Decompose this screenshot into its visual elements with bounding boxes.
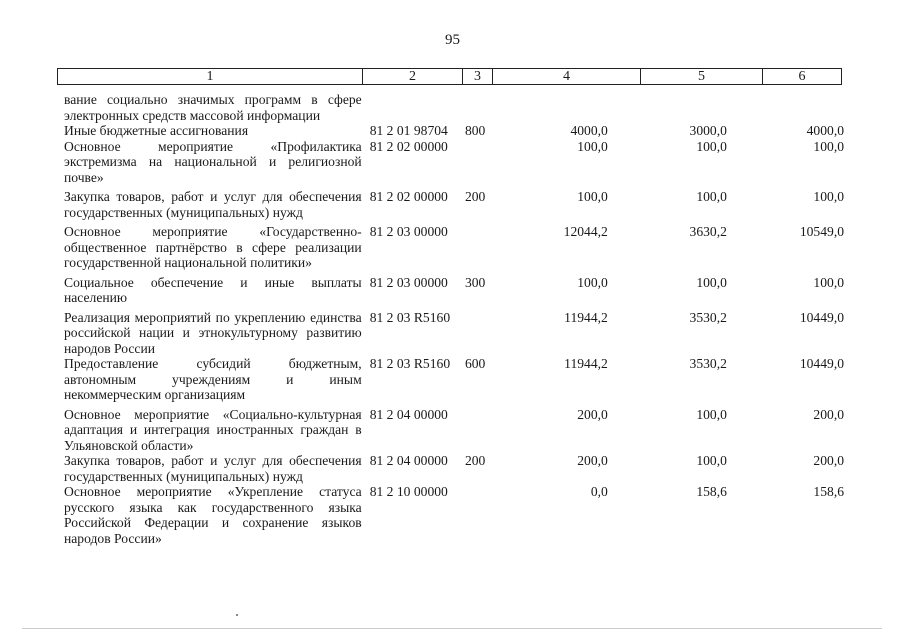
table-row <box>64 310 844 357</box>
row-value-2: 100,0 <box>696 406 727 422</box>
row-value-3: 200,0 <box>813 406 845 422</box>
row-description: Основное мероприятие «Государственно-общественное партнёрство в сфере реализации государственной национальной политики» <box>64 224 362 270</box>
row-description: Предоставление субсидий бюджетным, автономным учреждениям и иным некоммерческим организациям <box>64 356 362 402</box>
header-col-5: 5 <box>641 69 763 84</box>
table-row <box>64 484 844 546</box>
table-header <box>57 68 842 85</box>
row-value-1: 11944,2 <box>564 309 608 325</box>
row-code: 81 2 03 00000 <box>369 274 448 290</box>
row-value-1: 100,0 <box>577 189 608 204</box>
row-description: вание социально значимых программ в сфере электронных средств массовой информации <box>64 92 362 123</box>
row-value-3: 10449,0 <box>799 309 845 325</box>
row-value-2: 100,0 <box>696 274 727 290</box>
row-code: 81 2 10 00000 <box>369 484 448 499</box>
table-row <box>64 92 844 123</box>
header-col-4: 4 <box>493 69 641 84</box>
row-value-1: 200,0 <box>577 406 608 422</box>
row-code: 81 2 03 R5160 <box>369 356 451 371</box>
row-value-2: 3000,0 <box>689 123 727 138</box>
row-value-2: 158,6 <box>696 484 727 499</box>
row-type: 800 <box>464 123 486 138</box>
scan-speck <box>22 628 882 629</box>
row-description: Основное мероприятие «Профилактика экстремизма на национальной и религиозной почве» <box>64 138 362 185</box>
table-row <box>64 275 844 306</box>
row-value-3: 10449,0 <box>799 356 845 371</box>
row-code: 81 2 02 00000 <box>369 189 448 204</box>
row-type: 200 <box>464 189 486 204</box>
scan-speck <box>236 614 238 616</box>
row-value-2: 100,0 <box>696 189 727 204</box>
row-description: Основное мероприятие «Укрепление статуса русского языка как государственного языка Российской Федерации и сохранение языков народов России» <box>64 484 362 546</box>
row-code: 81 2 03 R5160 <box>369 309 451 325</box>
row-value-2: 3630,2 <box>689 224 727 239</box>
table-row <box>64 139 844 186</box>
header-col-2: 2 <box>363 69 463 84</box>
table-row <box>64 356 844 403</box>
row-value-1: 11944,2 <box>564 356 608 371</box>
row-value-3: 100,0 <box>813 189 845 204</box>
row-description: Закупка товаров, работ и услуг для обеспечения государственных (муниципальных) нужд <box>64 453 362 484</box>
row-code: 81 2 02 00000 <box>369 138 448 154</box>
table-row <box>64 123 844 139</box>
row-code: 81 2 03 00000 <box>369 224 448 239</box>
row-type: 600 <box>464 356 486 371</box>
row-value-1: 100,0 <box>577 138 608 154</box>
table-row <box>64 453 844 484</box>
row-code: 81 2 04 00000 <box>369 453 448 468</box>
page-number: 95 <box>445 32 460 48</box>
row-description: Закупка товаров, работ и услуг для обеспечения государственных (муниципальных) нужд <box>64 189 362 220</box>
row-value-1: 0,0 <box>590 484 608 499</box>
row-value-1: 12044,2 <box>563 224 608 239</box>
row-value-3: 10549,0 <box>799 224 845 239</box>
row-value-2: 3530,2 <box>689 309 727 325</box>
row-value-2: 100,0 <box>696 138 727 154</box>
row-value-2: 3530,2 <box>689 356 727 371</box>
row-code: 81 2 01 98704 <box>369 123 448 138</box>
row-code: 81 2 04 00000 <box>369 406 448 422</box>
table-row <box>64 189 844 220</box>
row-value-3: 100,0 <box>813 274 845 290</box>
table-row <box>64 407 844 454</box>
row-value-3: 200,0 <box>813 453 845 468</box>
row-value-1: 4000,0 <box>570 123 608 138</box>
header-col-6: 6 <box>798 69 806 84</box>
table-row <box>64 224 844 271</box>
row-description: Основное мероприятие «Социально-культурная адаптация и интеграция иностранных граждан в Ульяновской области» <box>64 406 362 453</box>
header-col-1: 1 <box>58 69 363 84</box>
header-col-3: 3 <box>463 69 493 84</box>
row-description: Социальное обеспечение и иные выплаты населению <box>64 274 362 305</box>
row-type: 200 <box>464 453 486 468</box>
row-value-2: 100,0 <box>696 453 727 468</box>
row-value-1: 200,0 <box>577 453 608 468</box>
row-value-3: 100,0 <box>813 138 845 154</box>
row-description: Реализация мероприятий по укреплению единства российской нации и этнокультурному развитию народов России <box>64 309 362 356</box>
row-value-3: 4000,0 <box>806 123 845 138</box>
row-value-3: 158,6 <box>813 484 845 499</box>
row-type: 300 <box>464 274 486 290</box>
row-description: Иные бюджетные ассигнования <box>64 123 249 138</box>
budget-table <box>64 92 844 546</box>
row-value-1: 100,0 <box>577 274 608 290</box>
